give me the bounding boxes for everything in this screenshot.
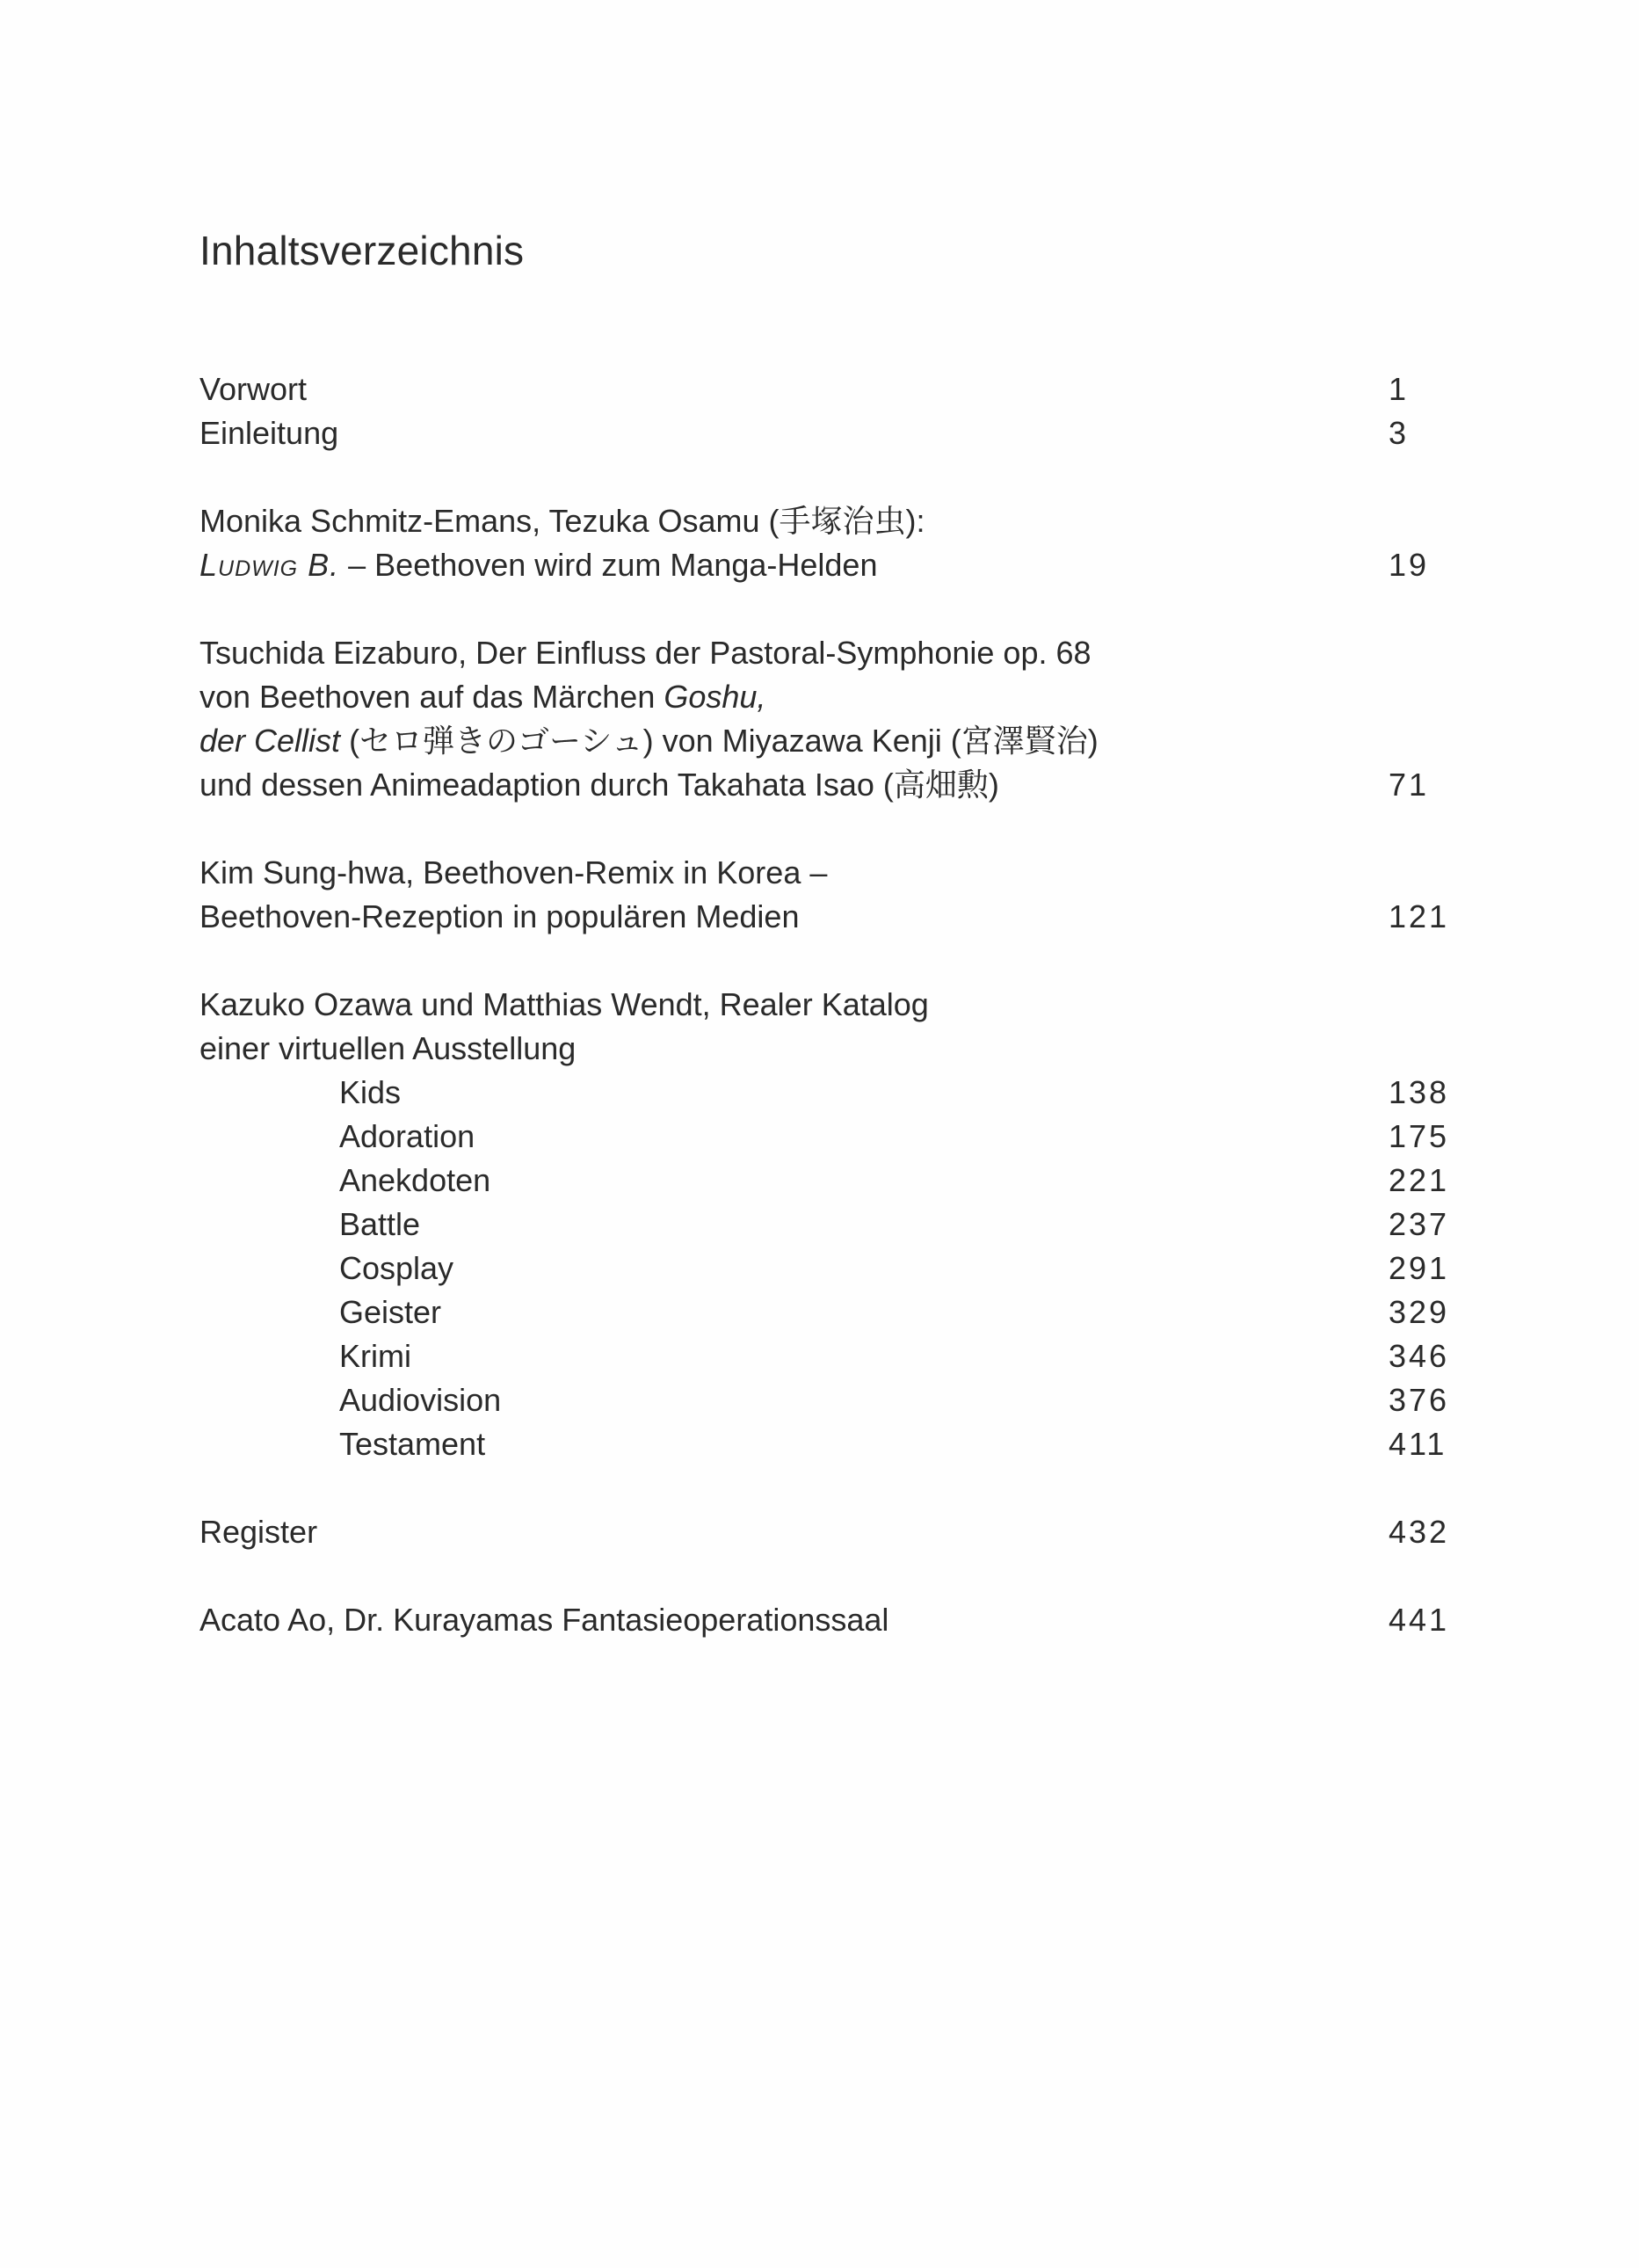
entry-page: 121 (1389, 898, 1450, 934)
toc-entry-schmitz-line2 (199, 543, 1447, 587)
toc-entry-register (199, 1510, 1450, 1554)
subentry-title: Audiovision (339, 1382, 502, 1418)
toc-entry-schmitz-line1 (199, 499, 1447, 543)
entry-page: 3 (1389, 415, 1410, 451)
entry-title: Beethoven-Rezeption in populären Medien (199, 898, 800, 934)
toc-subentry (199, 1290, 1450, 1334)
entry-title: Vorwort (199, 371, 308, 407)
entry-page: 1 (1389, 371, 1410, 407)
subentry-title: Kids (339, 1074, 402, 1110)
subentry-title: Krimi (339, 1338, 411, 1374)
toc-subentry (199, 1071, 1450, 1115)
entry-title: Register (199, 1514, 318, 1550)
toc-subentry (199, 1159, 1450, 1203)
subentry-page: 138 (1389, 1074, 1450, 1110)
toc-subentry (199, 1378, 1450, 1422)
entry-text: (セロ弾きのゴーシュ) von Miyazawa Kenji (宮澤賢治) (340, 723, 1099, 759)
toc-entry-kim-line2 (199, 895, 1450, 939)
subentry-page: 221 (1389, 1162, 1450, 1198)
subentry-page: 376 (1389, 1382, 1450, 1418)
entry-title: Tsuchida Eizaburo, Der Einfluss der Pastoral-Symphonie op. 68 (199, 635, 1091, 671)
subentry-page: 329 (1389, 1294, 1450, 1330)
entry-page: 19 (1389, 547, 1430, 583)
subentry-page: 291 (1389, 1250, 1450, 1286)
entry-title: Monika Schmitz-Emans, Tezuka Osamu (手塚治虫): (199, 503, 925, 539)
subentry-page: 175 (1389, 1118, 1450, 1154)
entry-title: Kim Sung-hwa, Beethoven-Remix in Korea – (199, 854, 828, 890)
entry-title: Kazuko Ozawa und Matthias Wendt, Realer Katalog (199, 986, 929, 1022)
toc-subentry (199, 1115, 1450, 1159)
subentry-title: Anekdoten (339, 1162, 491, 1198)
subentry-title: Cosplay (339, 1250, 454, 1286)
entry-title: Acato Ao, Dr. Kurayamas Fantasieoperationssaal (199, 1602, 889, 1638)
entry-title: einer virtuellen Ausstellung (199, 1030, 577, 1066)
toc-entry-tsuchida-line1 (199, 631, 1447, 675)
entry-text: von Beethoven auf das Märchen (199, 679, 664, 715)
entry-page: 441 (1389, 1602, 1450, 1638)
entry-title: und dessen Animeadaption durch Takahata Isao (高畑勲) (199, 767, 999, 803)
toc-entry-tsuchida-line4 (199, 763, 1447, 807)
toc-subentry (199, 1334, 1450, 1378)
entry-title: Einleitung (199, 415, 339, 451)
italic-title: der Cellist (199, 723, 341, 759)
toc-entry-acato (199, 1598, 1450, 1642)
subentry-title: Adoration (339, 1118, 475, 1154)
subentry-page: 411 (1389, 1426, 1447, 1462)
toc-entry-vorwort (199, 367, 1447, 411)
entry-page: 71 (1389, 767, 1430, 803)
entry-title (199, 675, 765, 719)
subentry-title: Testament (339, 1426, 486, 1462)
italic-title: Ludwig B. (199, 547, 340, 583)
entry-title (199, 719, 1099, 763)
toc-subentry (199, 1422, 1447, 1466)
toc-subentry (199, 1247, 1450, 1290)
toc-entry-tsuchida-line3 (199, 719, 1447, 763)
entry-title (199, 543, 877, 587)
entry-subtitle: – Beethoven wird zum Manga-Helden (339, 547, 878, 583)
subentry-page: 237 (1389, 1206, 1450, 1242)
subentry-title: Battle (339, 1206, 421, 1242)
toc-entry-kim-line1 (199, 851, 1447, 895)
toc-subentry (199, 1203, 1450, 1247)
toc-entry-einleitung (199, 411, 1447, 455)
toc-entry-ozawa-line2 (199, 1027, 1447, 1071)
toc-entry-tsuchida-line2 (199, 675, 1447, 719)
toc-entry-ozawa-line1 (199, 983, 1447, 1027)
subentry-title: Geister (339, 1294, 442, 1330)
entry-page: 432 (1389, 1514, 1450, 1550)
subentry-page: 346 (1389, 1338, 1450, 1374)
italic-title: Goshu, (664, 679, 766, 715)
page-title: Inhaltsverzeichnis (199, 228, 525, 273)
